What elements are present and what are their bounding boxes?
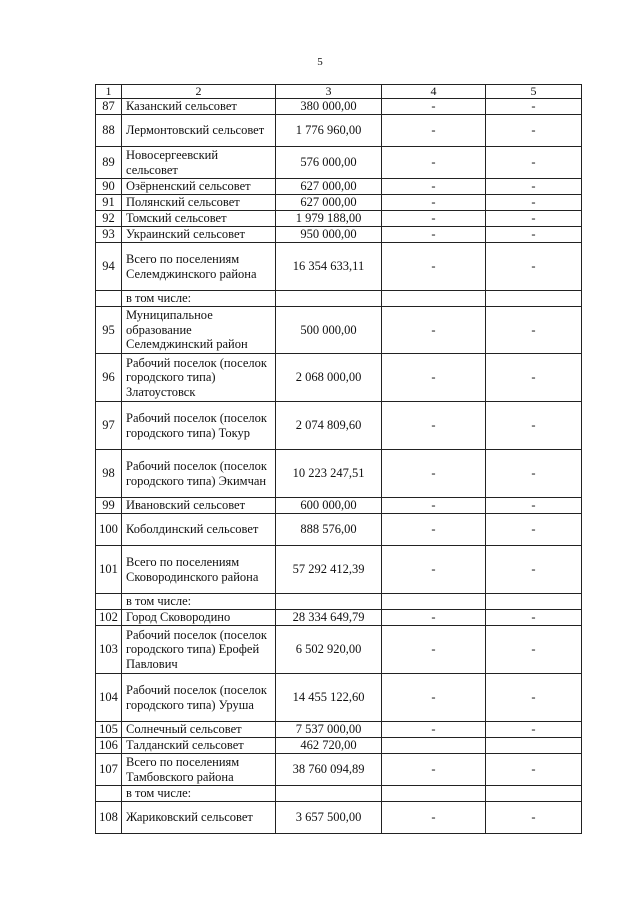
amount-value: 627 000,00 bbox=[276, 179, 382, 195]
settlement-name: Рабочий поселок (поселок городского типа) Токур bbox=[122, 402, 276, 450]
col5-value: - bbox=[486, 498, 582, 514]
col4-value: - bbox=[382, 243, 486, 291]
table-row bbox=[96, 115, 582, 147]
col5-value: - bbox=[486, 307, 582, 354]
amount-value: 600 000,00 bbox=[276, 498, 382, 514]
row-number: 105 bbox=[96, 722, 122, 738]
table-row bbox=[96, 450, 582, 498]
settlement-name: Коболдинский сельсовет bbox=[122, 514, 276, 546]
row-number: 106 bbox=[96, 738, 122, 754]
row-number bbox=[96, 291, 122, 307]
settlement-name: Всего по поселениям Селемджинского района bbox=[122, 243, 276, 291]
table-row bbox=[96, 626, 582, 674]
col4-value: - bbox=[382, 115, 486, 147]
col4-value: - bbox=[382, 546, 486, 594]
col4-value: - bbox=[382, 450, 486, 498]
col4-value: - bbox=[382, 610, 486, 626]
col4-value bbox=[382, 594, 486, 610]
table-body bbox=[96, 99, 582, 834]
settlement-name: Муниципальное образование Селемджинский район bbox=[122, 307, 276, 354]
col5-value bbox=[486, 594, 582, 610]
col4-value: - bbox=[382, 626, 486, 674]
amount-value: 10 223 247,51 bbox=[276, 450, 382, 498]
table-row bbox=[96, 307, 582, 354]
col5-value: - bbox=[486, 722, 582, 738]
amount-value: 6 502 920,00 bbox=[276, 626, 382, 674]
table-row bbox=[96, 722, 582, 738]
page-number: 5 bbox=[317, 56, 323, 68]
row-number bbox=[96, 594, 122, 610]
settlement-name: Рабочий поселок (поселок городского типа) Златоустовск bbox=[122, 354, 276, 402]
table-row bbox=[96, 674, 582, 722]
table-row bbox=[96, 802, 582, 834]
col5-value: - bbox=[486, 354, 582, 402]
amount-value: 500 000,00 bbox=[276, 307, 382, 354]
table-row bbox=[96, 291, 582, 307]
amount-value: 462 720,00 bbox=[276, 738, 382, 754]
row-number: 101 bbox=[96, 546, 122, 594]
col5-value: - bbox=[486, 99, 582, 115]
header-col-2: 2 bbox=[122, 85, 276, 99]
row-number: 107 bbox=[96, 754, 122, 786]
col5-value: - bbox=[486, 610, 582, 626]
row-number bbox=[96, 786, 122, 802]
col5-value: - bbox=[486, 402, 582, 450]
row-number: 104 bbox=[96, 674, 122, 722]
row-number: 90 bbox=[96, 179, 122, 195]
amount-value: 2 074 809,60 bbox=[276, 402, 382, 450]
col5-value: - bbox=[486, 802, 582, 834]
col4-value: - bbox=[382, 802, 486, 834]
amount-value: 14 455 122,60 bbox=[276, 674, 382, 722]
col5-value: - bbox=[486, 514, 582, 546]
col4-value: - bbox=[382, 354, 486, 402]
settlement-name: Город Сковородино bbox=[122, 610, 276, 626]
col5-value: - bbox=[486, 227, 582, 243]
col4-value: - bbox=[382, 211, 486, 227]
settlement-name: в том числе: bbox=[122, 291, 276, 307]
col5-value: - bbox=[486, 754, 582, 786]
col4-value: - bbox=[382, 722, 486, 738]
table-header bbox=[96, 85, 582, 99]
budget-table bbox=[95, 84, 582, 834]
col5-value: - bbox=[486, 147, 582, 179]
col4-value: - bbox=[382, 498, 486, 514]
row-number: 95 bbox=[96, 307, 122, 354]
col4-value: - bbox=[382, 147, 486, 179]
row-number: 93 bbox=[96, 227, 122, 243]
row-number: 108 bbox=[96, 802, 122, 834]
settlement-name: Солнечный сельсовет bbox=[122, 722, 276, 738]
col5-value: - bbox=[486, 195, 582, 211]
settlement-name: Лермонтовский сельсовет bbox=[122, 115, 276, 147]
table-row bbox=[96, 738, 582, 754]
col4-value bbox=[382, 738, 486, 754]
col4-value: - bbox=[382, 307, 486, 354]
table-row bbox=[96, 243, 582, 291]
amount-value: 1 979 188,00 bbox=[276, 211, 382, 227]
amount-value bbox=[276, 291, 382, 307]
settlement-name: Новосергеевский сельсовет bbox=[122, 147, 276, 179]
settlement-name: Рабочий поселок (поселок городского типа) Ерофей Павлович bbox=[122, 626, 276, 674]
col5-value: - bbox=[486, 243, 582, 291]
row-number: 96 bbox=[96, 354, 122, 402]
table-row bbox=[96, 786, 582, 802]
col5-value bbox=[486, 738, 582, 754]
table-row bbox=[96, 99, 582, 115]
row-number: 103 bbox=[96, 626, 122, 674]
col5-value: - bbox=[486, 674, 582, 722]
table-row bbox=[96, 354, 582, 402]
row-number: 87 bbox=[96, 99, 122, 115]
col4-value: - bbox=[382, 674, 486, 722]
row-number: 91 bbox=[96, 195, 122, 211]
settlement-name: Озёрненский сельсовет bbox=[122, 179, 276, 195]
col5-value: - bbox=[486, 179, 582, 195]
settlement-name: Рабочий поселок (поселок городского типа) Уруша bbox=[122, 674, 276, 722]
amount-value: 28 334 649,79 bbox=[276, 610, 382, 626]
row-number: 100 bbox=[96, 514, 122, 546]
col5-value: - bbox=[486, 546, 582, 594]
amount-value bbox=[276, 786, 382, 802]
header-col-4: 4 bbox=[382, 85, 486, 99]
amount-value: 627 000,00 bbox=[276, 195, 382, 211]
settlement-name: Украинский сельсовет bbox=[122, 227, 276, 243]
amount-value: 57 292 412,39 bbox=[276, 546, 382, 594]
settlement-name: в том числе: bbox=[122, 594, 276, 610]
table-row bbox=[96, 754, 582, 786]
header-col-1: 1 bbox=[96, 85, 122, 99]
amount-value: 16 354 633,11 bbox=[276, 243, 382, 291]
col4-value: - bbox=[382, 514, 486, 546]
row-number: 89 bbox=[96, 147, 122, 179]
header-col-3: 3 bbox=[276, 85, 382, 99]
amount-value: 3 657 500,00 bbox=[276, 802, 382, 834]
amount-value: 1 776 960,00 bbox=[276, 115, 382, 147]
col4-value: - bbox=[382, 179, 486, 195]
settlement-name: Рабочий поселок (поселок городского типа) Экимчан bbox=[122, 450, 276, 498]
row-number: 98 bbox=[96, 450, 122, 498]
amount-value: 950 000,00 bbox=[276, 227, 382, 243]
amount-value: 38 760 094,89 bbox=[276, 754, 382, 786]
row-number: 88 bbox=[96, 115, 122, 147]
row-number: 99 bbox=[96, 498, 122, 514]
settlement-name: Полянский сельсовет bbox=[122, 195, 276, 211]
settlement-name: Жариковский сельсовет bbox=[122, 802, 276, 834]
table-row bbox=[96, 195, 582, 211]
row-number: 102 bbox=[96, 610, 122, 626]
settlement-name: Томский сельсовет bbox=[122, 211, 276, 227]
amount-value: 7 537 000,00 bbox=[276, 722, 382, 738]
col5-value: - bbox=[486, 450, 582, 498]
col4-value bbox=[382, 291, 486, 307]
col5-value bbox=[486, 291, 582, 307]
table-row bbox=[96, 546, 582, 594]
settlement-name: Талданский сельсовет bbox=[122, 738, 276, 754]
table-row bbox=[96, 594, 582, 610]
col5-value: - bbox=[486, 211, 582, 227]
row-number: 92 bbox=[96, 211, 122, 227]
table-row bbox=[96, 227, 582, 243]
table-row bbox=[96, 514, 582, 546]
amount-value: 2 068 000,00 bbox=[276, 354, 382, 402]
col5-value: - bbox=[486, 115, 582, 147]
settlement-name: Казанский сельсовет bbox=[122, 99, 276, 115]
col4-value bbox=[382, 786, 486, 802]
col4-value: - bbox=[382, 754, 486, 786]
col4-value: - bbox=[382, 195, 486, 211]
table-row bbox=[96, 402, 582, 450]
table-row bbox=[96, 498, 582, 514]
settlement-name: в том числе: bbox=[122, 786, 276, 802]
col4-value: - bbox=[382, 402, 486, 450]
table-row bbox=[96, 147, 582, 179]
row-number: 94 bbox=[96, 243, 122, 291]
settlement-name: Ивановский сельсовет bbox=[122, 498, 276, 514]
table-row bbox=[96, 610, 582, 626]
amount-value: 576 000,00 bbox=[276, 147, 382, 179]
col5-value: - bbox=[486, 626, 582, 674]
table-row bbox=[96, 179, 582, 195]
header-col-5: 5 bbox=[486, 85, 582, 99]
table-row bbox=[96, 211, 582, 227]
settlement-name: Всего по поселениям Тамбовского района bbox=[122, 754, 276, 786]
amount-value: 380 000,00 bbox=[276, 99, 382, 115]
amount-value: 888 576,00 bbox=[276, 514, 382, 546]
col5-value bbox=[486, 786, 582, 802]
col4-value: - bbox=[382, 99, 486, 115]
row-number: 97 bbox=[96, 402, 122, 450]
col4-value: - bbox=[382, 227, 486, 243]
settlement-name: Всего по поселениям Сковородинского района bbox=[122, 546, 276, 594]
amount-value bbox=[276, 594, 382, 610]
